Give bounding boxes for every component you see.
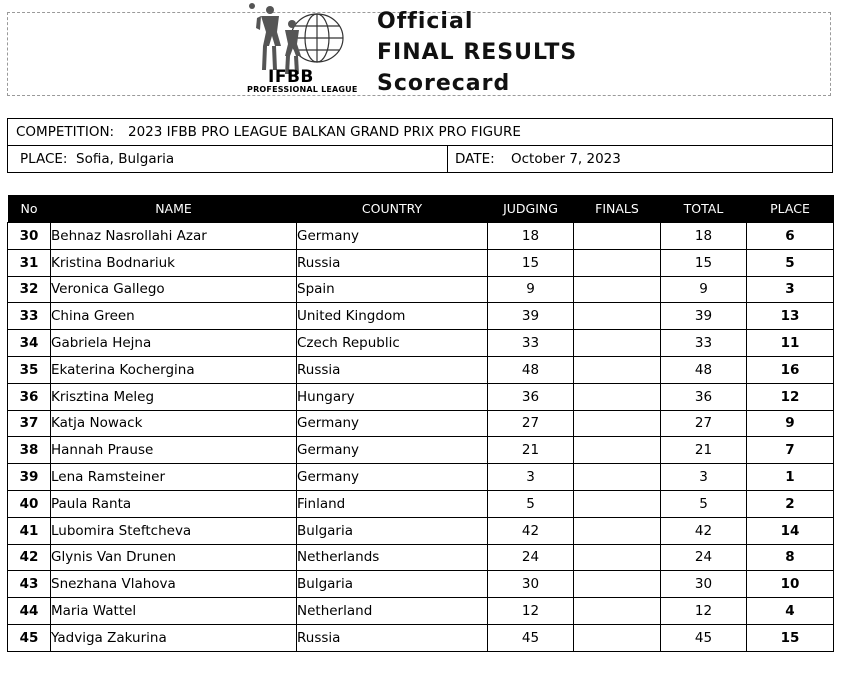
cell-name: Yadviga Zakurina <box>51 624 297 651</box>
cell-no: 32 <box>8 276 51 303</box>
cell-judging: 3 <box>488 464 574 491</box>
cell-total: 33 <box>661 330 747 357</box>
cell-name: Katja Nowack <box>51 410 297 437</box>
cell-total: 36 <box>661 383 747 410</box>
cell-finals <box>574 517 661 544</box>
cell-name: Paula Ranta <box>51 490 297 517</box>
cell-finals <box>574 464 661 491</box>
cell-total: 30 <box>661 571 747 598</box>
cell-judging: 42 <box>488 517 574 544</box>
cell-total: 5 <box>661 490 747 517</box>
cell-total: 45 <box>661 624 747 651</box>
logo-wordmark: IFBB <box>268 67 314 87</box>
cell-finals <box>574 356 661 383</box>
cell-name: Lubomira Steftcheva <box>51 517 297 544</box>
header-no: No <box>8 195 51 223</box>
table-row <box>8 490 834 517</box>
cell-finals <box>574 490 661 517</box>
cell-total: 15 <box>661 249 747 276</box>
cell-no: 33 <box>8 303 51 330</box>
cell-place: 6 <box>747 223 834 250</box>
cell-total: 27 <box>661 410 747 437</box>
logo-subtext: PROFESSIONAL LEAGUE <box>247 85 358 94</box>
cell-total: 3 <box>661 464 747 491</box>
cell-no: 42 <box>8 544 51 571</box>
cell-country: United Kingdom <box>297 303 488 330</box>
cell-total: 18 <box>661 223 747 250</box>
cell-no: 43 <box>8 571 51 598</box>
cell-country: Russia <box>297 624 488 651</box>
cell-country: Netherlands <box>297 544 488 571</box>
table-row <box>8 249 834 276</box>
cell-no: 36 <box>8 383 51 410</box>
cell-finals <box>574 544 661 571</box>
competition-label: COMPETITION: <box>16 124 115 140</box>
table-row <box>8 410 834 437</box>
cell-place: 10 <box>747 571 834 598</box>
cell-no: 41 <box>8 517 51 544</box>
cell-finals <box>574 624 661 651</box>
cell-no: 34 <box>8 330 51 357</box>
cell-total: 12 <box>661 598 747 625</box>
cell-country: Germany <box>297 223 488 250</box>
cell-no: 40 <box>8 490 51 517</box>
cell-finals <box>574 303 661 330</box>
cell-finals <box>574 571 661 598</box>
cell-name: Behnaz Nasrollahi Azar <box>51 223 297 250</box>
cell-judging: 39 <box>488 303 574 330</box>
table-row <box>8 356 834 383</box>
cell-place: 3 <box>747 276 834 303</box>
cell-place: 1 <box>747 464 834 491</box>
cell-place: 15 <box>747 624 834 651</box>
cell-name: China Green <box>51 303 297 330</box>
cell-finals <box>574 223 661 250</box>
header-judging: JUDGING <box>488 195 574 223</box>
cell-no: 45 <box>8 624 51 651</box>
cell-no: 38 <box>8 437 51 464</box>
place-date-row <box>8 146 832 172</box>
cell-country: Germany <box>297 437 488 464</box>
results-table <box>7 195 834 652</box>
cell-country: Germany <box>297 464 488 491</box>
table-header-row <box>8 195 834 223</box>
cell-place: 2 <box>747 490 834 517</box>
cell-name: Kristina Bodnariuk <box>51 249 297 276</box>
cell-total: 48 <box>661 356 747 383</box>
competition-value: 2023 IFBB PRO LEAGUE BALKAN GRAND PRIX PRO FIGURE <box>128 124 521 140</box>
cell-total: 39 <box>661 303 747 330</box>
cell-name: Ekaterina Kochergina <box>51 356 297 383</box>
table-row <box>8 464 834 491</box>
cell-total: 24 <box>661 544 747 571</box>
cell-country: Russia <box>297 249 488 276</box>
cell-country: Spain <box>297 276 488 303</box>
cell-finals <box>574 276 661 303</box>
cell-judging: 18 <box>488 223 574 250</box>
table-row <box>8 303 834 330</box>
cell-place: 7 <box>747 437 834 464</box>
cell-country: Netherland <box>297 598 488 625</box>
header-name: NAME <box>51 195 297 223</box>
cell-country: Germany <box>297 410 488 437</box>
cell-place: 12 <box>747 383 834 410</box>
cell-country: Bulgaria <box>297 517 488 544</box>
cell-total: 21 <box>661 437 747 464</box>
competition-info <box>7 118 833 173</box>
cell-judging: 48 <box>488 356 574 383</box>
cell-country: Finland <box>297 490 488 517</box>
cell-place: 14 <box>747 517 834 544</box>
cell-name: Lena Ramsteiner <box>51 464 297 491</box>
cell-place: 11 <box>747 330 834 357</box>
cell-total: 9 <box>661 276 747 303</box>
table-row <box>8 624 834 651</box>
cell-judging: 5 <box>488 490 574 517</box>
cell-finals <box>574 598 661 625</box>
cell-country: Hungary <box>297 383 488 410</box>
header-finals: FINALS <box>574 195 661 223</box>
cell-judging: 9 <box>488 276 574 303</box>
cell-no: 35 <box>8 356 51 383</box>
table-row <box>8 330 834 357</box>
cell-finals <box>574 437 661 464</box>
table-row <box>8 223 834 250</box>
cell-finals <box>574 249 661 276</box>
cell-no: 44 <box>8 598 51 625</box>
cell-country: Bulgaria <box>297 571 488 598</box>
cell-place: 9 <box>747 410 834 437</box>
table-row <box>8 517 834 544</box>
place-label: PLACE: <box>20 151 68 167</box>
table-row <box>8 383 834 410</box>
table-row <box>8 598 834 625</box>
cell-country: Czech Republic <box>297 330 488 357</box>
cell-finals <box>574 410 661 437</box>
cell-name: Hannah Prause <box>51 437 297 464</box>
cell-place: 4 <box>747 598 834 625</box>
cell-finals <box>574 330 661 357</box>
header-total: TOTAL <box>661 195 747 223</box>
competition-row <box>8 119 832 146</box>
table-row <box>8 437 834 464</box>
cell-name: Maria Wattel <box>51 598 297 625</box>
cell-place: 5 <box>747 249 834 276</box>
cell-country: Russia <box>297 356 488 383</box>
cell-judging: 30 <box>488 571 574 598</box>
cell-no: 30 <box>8 223 51 250</box>
cell-judging: 33 <box>488 330 574 357</box>
place-value: Sofia, Bulgaria <box>76 151 175 167</box>
header-country: COUNTRY <box>297 195 488 223</box>
cell-finals <box>574 383 661 410</box>
cell-name: Glynis Van Drunen <box>51 544 297 571</box>
cell-judging: 12 <box>488 598 574 625</box>
cell-name: Veronica Gallego <box>51 276 297 303</box>
cell-judging: 45 <box>488 624 574 651</box>
cell-place: 8 <box>747 544 834 571</box>
info-divider <box>447 146 448 172</box>
cell-no: 39 <box>8 464 51 491</box>
date-label: DATE: <box>455 151 495 167</box>
table-row <box>8 544 834 571</box>
cell-judging: 24 <box>488 544 574 571</box>
cell-no: 37 <box>8 410 51 437</box>
cell-name: Gabriela Hejna <box>51 330 297 357</box>
cell-total: 42 <box>661 517 747 544</box>
title-line-2: FINAL RESULTS <box>377 40 578 65</box>
cell-name: Krisztina Meleg <box>51 383 297 410</box>
table-row <box>8 276 834 303</box>
header-place: PLACE <box>747 195 834 223</box>
date-value: October 7, 2023 <box>511 151 621 167</box>
cell-judging: 27 <box>488 410 574 437</box>
cell-place: 16 <box>747 356 834 383</box>
table-row <box>8 571 834 598</box>
title-line-3: Scorecard <box>377 71 511 96</box>
cell-judging: 36 <box>488 383 574 410</box>
cell-name: Snezhana Vlahova <box>51 571 297 598</box>
cell-judging: 21 <box>488 437 574 464</box>
cell-judging: 15 <box>488 249 574 276</box>
cell-place: 13 <box>747 303 834 330</box>
cell-no: 31 <box>8 249 51 276</box>
title-line-1: Official <box>377 9 474 34</box>
